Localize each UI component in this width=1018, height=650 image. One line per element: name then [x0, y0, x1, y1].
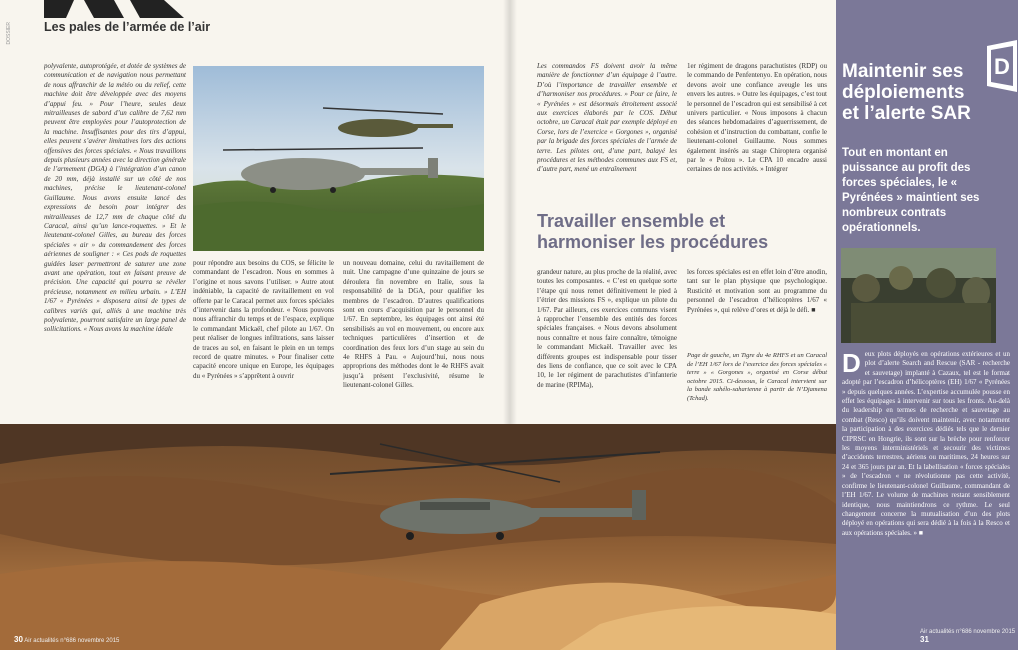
- right-column-3: grandeur nature, au plus proche de la réalité, avec toutes les composantes. « C’est en quelque sorte l’étape qui nous remet définitivement le pied à l’étrier des missions FS », explique un pilote du 1/67. Par ailleurs, ces exercices communs visent à rapprocher l’ensemble des entités des forces spéciales françaises. « Nous devons absolument nous connaître et nous faire connaître, témoigne le commandant Mickaël. Travailler avec les différents groupes est indispensable pour tisser des liens de confiance, que ce soit avec le CPA 10, le 1er régiment de parachutistes d’infanterie de marine (RPIMa),: [537, 268, 677, 389]
- sidebar-body-text: eux plots déployés en opérations extérieures et un plot d’alerte Search and Rescue (SAR - recherche et sauvetage) implanté à Cazaux, tel est le format adopté par l’escadron d’hélicoptères (EH) 1/67 « Pyrénées » depuis quelques années. L’expertise accumulée pousse en effet les équipages à intervenir sur tous les fronts. Au-delà du leadership en termes de recherche et sauvetage au combat (Resco) qu’ils doivent maintenir, avec notamment la participation à des exercices dédiés tels que le dernier CIPRSC en Hongrie, ils sont sur la brèche pour renforcer les moyens interministériels et secourir des victimes d’accidents terrestres, aériens ou maritimes, 24 heures sur 24 et 365 jours par an. Et la labellisation « forces spéciales » de l’escadron « ne révolutionne pas cette activité, confirme le lieutenant-colonel Guillaume, commandant de l’EH 1/67. Le volume de machines restant sensiblement identique, nous maintiendrons ce rythme. Le seul changement concerne la mutualisation d’un des plots déployé en opérations qui sera dédié à la fois à la Resco et aux opérations spéciales. » ■: [842, 350, 1010, 537]
- right-page-number: 31: [920, 635, 929, 644]
- sidebar-body: [842, 350, 1010, 538]
- right-folio-text: Air actualités n°686 novembre 2015: [920, 629, 1016, 635]
- photo-caption: Page de gauche, un Tigre du 4e RHFS et un Caracal de l’EH 1/67 lors de l’exercice des forces spéciales « terre » « Gorgones », organisé en Corse début octobre 2015. Ci-dessous, le Caracal intervient sur la bande sahélo-saharienne à partir de N’Djamena (Tchad).: [687, 352, 827, 402]
- left-folio-text: Air actualités n°686 novembre 2015: [24, 638, 120, 644]
- right-column-4: les forces spéciales est en effet loin d’être anodin, tant sur le plan physique que psychologique. Rusticité et motivation sont au programme du personnel de l’escadron d’hélicoptères 1/67 « Pyrénées », qui relève d’ores et déjà le défi. ■: [687, 268, 827, 314]
- sidebar-dropcap: D: [842, 348, 861, 378]
- badge-letter: D: [994, 54, 1010, 79]
- soldiers-cabin-photo: [841, 248, 996, 343]
- left-page-number: 30: [14, 635, 23, 644]
- section-title: Les pales de l’armée de l’air: [44, 20, 211, 34]
- dossier-d-badge: [983, 40, 1017, 92]
- left-column-1: polyvalente, autoprotégée, et dotée de systèmes de communication et de navigation nous permettant de nous affranchir de la météo ou du relief, cette machine doit être développée avec des moyens d’appui feu. » Pour l’heure, seules deux mitrailleuses de sabord d’un calibre de 7,62 mm peuvent être employées pour l’autoprotection de la machine. Insuffisantes pour des tirs d’appui, elles peuvent s’avérer limitatives lors des actions offensives des forces spéciales. « Nous travaillons depuis plusieurs années avec la direction générale de l’armement (DGA) à l’intégration d’un canon de 20 mm, déjà installé sur un côté de nos machines, précise le lieutenant-colonel Guillaume. Nous avons ensuite lancé des expressions de besoin pour intégrer des mitrailleuses de 12,7 mm de chaque côté du Caracal, ainsi qu’un lance-roquettes. » Et le lieutenant-colonel Gilles, au bureau des forces spéciales « air » du commandement des forces aériennes de souligner : « Ces pods de roquettes guidées laser permettront de saturer une zone avant une opération, tout en faisant preuve de précision. Une capacité qui pourra se révéler précieuse, notamment en milieu urbain. » L’EH 1/67 « Pyrénées » disposera ainsi de types de calibres variés qui, alliés à une machine très polyvalente, pourront satisfaire un large panel de sollicitations. « Nous avons la machine idéale: [44, 62, 186, 334]
- left-column-2: pour répondre aux besoins du COS, se félicite le commandant de l’escadron. Nous en sommes à l’origine et nous savons l’utiliser. » Autre atout indéniable, la capacité de ravitaillement en vol offerte par le Caracal permet aux forces spéciales d’intervenir dans la profondeur. « Nous pouvons nous affranchir du temps et de l’espace, explique le commandant Mickaël, chef pilote au 1/67. On peut réaliser de longues infiltrations, sans laisser de traces au sol, en faisant le plein en un temps record de quatre minutes. » Pour finaliser cette capacité encore unique en Europe, les équipages du « Pyrénées » s’apprêtent à ouvrir: [193, 259, 334, 380]
- sidebar-title: Maintenir ses déploiements et l’alerte SAR: [842, 61, 971, 124]
- caracal-desert-photo: [0, 424, 836, 650]
- section-heading: Travailler ensemble et harmoniser les procédures: [537, 211, 769, 252]
- right-column-1: Les commandos FS doivent avoir la même manière de fonctionner d’un équipage à l’autre. D’où l’importance de travailler ensemble et d’harmoniser nos procédures. » Pour ce faire, le « Pyrénées » est désormais étroitement associé aux exercices élaborés par le COS. Début octobre, un Caracal était par exemple déployé en Corse, lors de l’exercice « Gorgones », organisé par la brigade des forces spéciales de l’armée de terre. Les pilotes ont, d’une part, balayé les procédures et les méthodes communes aux FS et, d’autre part, mené un entraînement: [537, 62, 677, 174]
- magazine-logo-mark: [44, 0, 194, 18]
- helicopters-tiger-caracal-photo: [193, 66, 484, 251]
- left-folio: [14, 635, 119, 644]
- right-folio: [920, 629, 1018, 644]
- side-tab-label: DOSSIER: [6, 22, 12, 45]
- right-column-2: 1er régiment de dragons parachutistes (RDP) ou le commando de Penfentenyo. En opération, nous devons avoir une confiance aveugle les uns envers les autres. » Outre les équipages, c’est tout le personnel de l’escadron qui est sensibilisé à cet univers particulier. « Nous imposons à chacun des séances hebdomadaires d’aguerrissement, de cohésion et d’instruction du combattant, confie le lieutenant-colonel Guillaume. Nous sommes également insérés au stage Chiroptera organisé par le « Poitou ». Le CPA 10 encadre aussi certaines de nos activités. » Intégrer: [687, 62, 827, 174]
- sidebar-lead: Tout en montant en puissance au profit des forces spéciales, le « Pyrénées » maintient ses nombreux contrats opérationnels.: [842, 147, 980, 234]
- left-column-3: un nouveau domaine, celui du ravitaillement de nuit. Une campagne d’une quinzaine de jours se déroulera fin novembre en Italie, sous la responsabilité de la DGA, pour qualifier les membres de l’escadron. D’autres qualifications sont en cours d’acquisition par le personnel du 1/67. En septembre, les équipages ont ainsi été sensibilisés au vol en mouvement, ou encore aux techniques particulières d’insertion et de coordination des feux lors d’un stage au sein du 4e RHFS à Pau. « Aujourd’hui, nous nous approprions des méthodes dont le 4e RHFS avait jusqu’à présent l’exclusivité, résume le lieutenant-colonel Gilles.: [343, 259, 484, 390]
